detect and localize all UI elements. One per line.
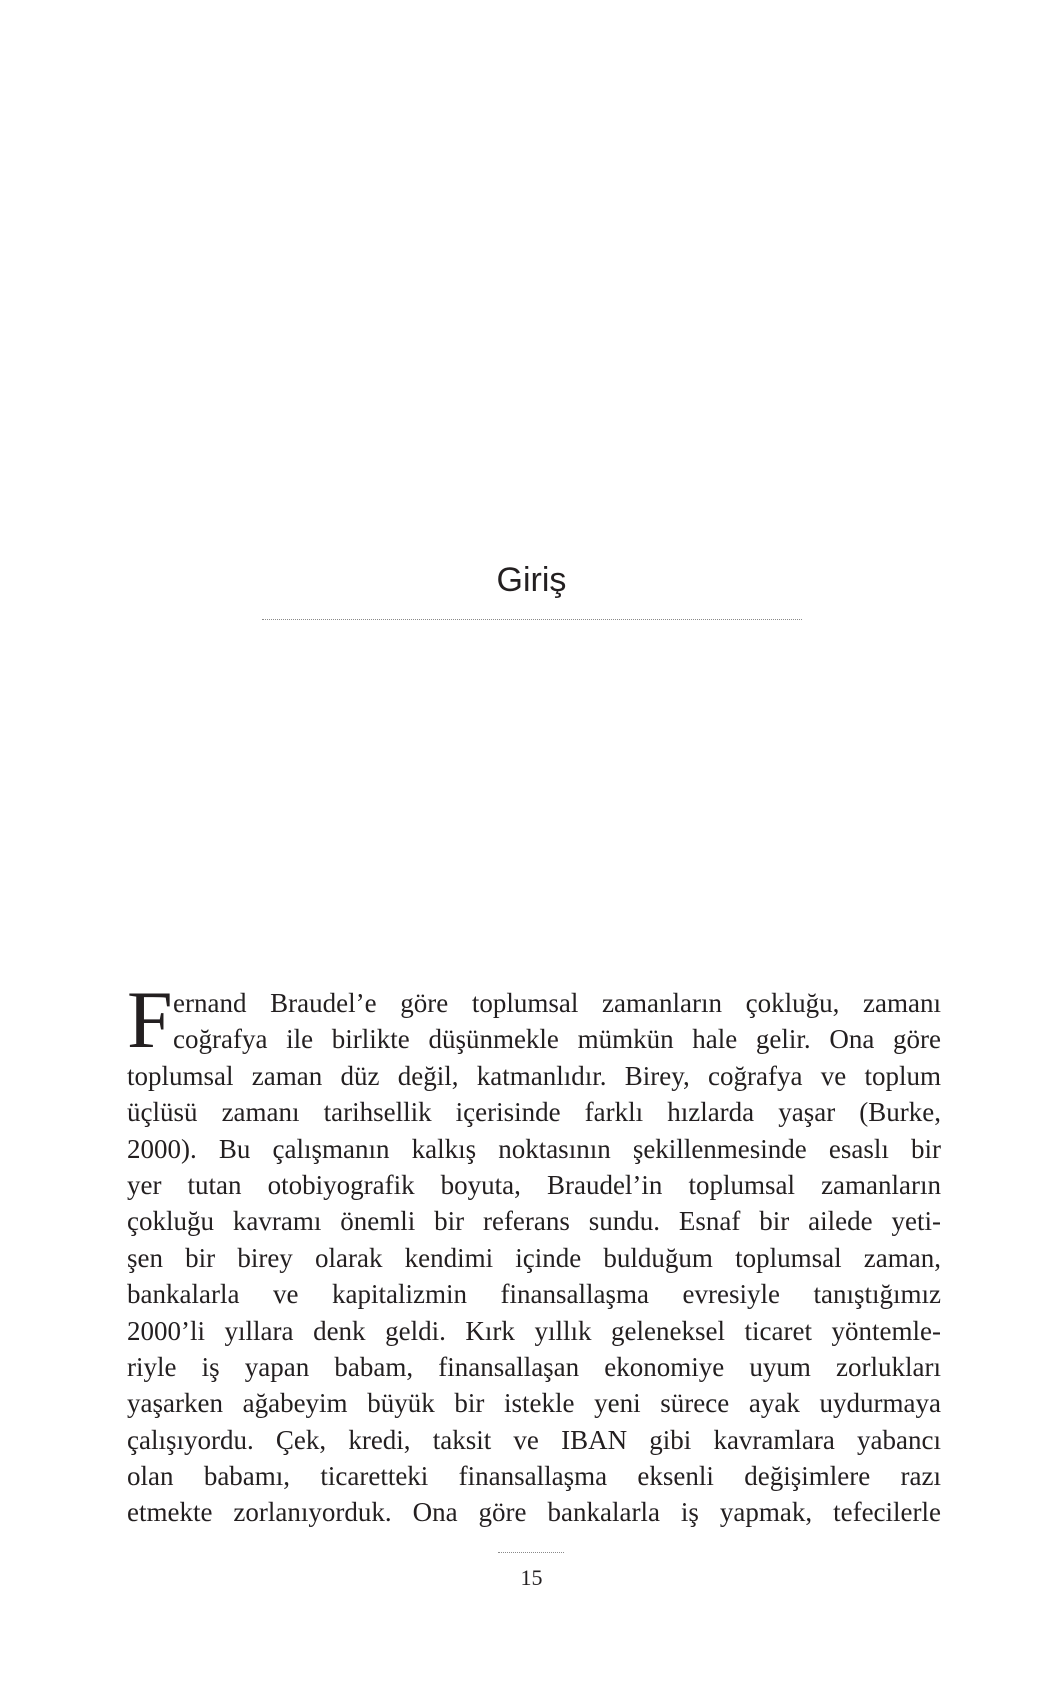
paragraph-line: olan babamı, ticaretteki finansallaşma eksenli değişimlere razı xyxy=(127,1461,941,1492)
paragraph-line: bankalarla ve kapitalizmin finansallaşma evresiyle tanıştığımız xyxy=(127,1279,941,1310)
paragraph-line: çalışıyordu. Çek, kredi, taksit ve IBAN gibi kavramlara yabancı xyxy=(127,1424,941,1455)
heading-divider xyxy=(262,619,802,620)
paragraph-line: etmekte zorlanıyorduk. Ona göre bankalarla iş yapmak, tefecilerle xyxy=(127,1497,941,1528)
paragraph-line: şen bir birey olarak kendimi içinde bulduğum toplumsal zaman, xyxy=(127,1242,941,1273)
paragraph-line: üçlüsü zamanı tarihsellik içerisinde farklı hızlarda yaşar (Burke, xyxy=(127,1097,941,1128)
paragraph-line: 2000). Bu çalışmanın kalkış noktasının şekillenmesinde esaslı bir xyxy=(127,1133,941,1164)
paragraph-line: yer tutan otobiyografik boyuta, Braudel’in toplumsal zamanların xyxy=(127,1169,941,1200)
paragraph-line: 2000’li yıllara denk geldi. Kırk yıllık geleneksel ticaret yöntemle- xyxy=(127,1315,941,1346)
paragraph-line: yaşarken ağabeyim büyük bir istekle yeni sürece ayak uydurmaya xyxy=(127,1388,941,1419)
paragraph-line: coğrafya ile birlikte düşünmekle mümkün hale gelir. Ona göre xyxy=(173,1024,941,1055)
paragraph-line: ernand Braudel’e göre toplumsal zamanların çokluğu, zamanı xyxy=(173,988,941,1018)
body-paragraph xyxy=(127,974,941,1531)
paragraph-line: toplumsal zaman düz değil, katmanlıdır. Birey, coğrafya ve toplum xyxy=(127,1060,941,1091)
paragraph-line: çokluğu kavramı önemli bir referans sundu. Esnaf bir ailede yeti- xyxy=(127,1206,941,1237)
chapter-heading: Giriş xyxy=(496,561,567,599)
drop-cap: F xyxy=(127,974,173,1065)
footer-divider xyxy=(498,1552,564,1553)
page-number: 15 xyxy=(520,1565,543,1590)
paragraph-line: riyle iş yapan babam, finansallaşan ekonomiye uyum zorlukları xyxy=(127,1351,941,1382)
